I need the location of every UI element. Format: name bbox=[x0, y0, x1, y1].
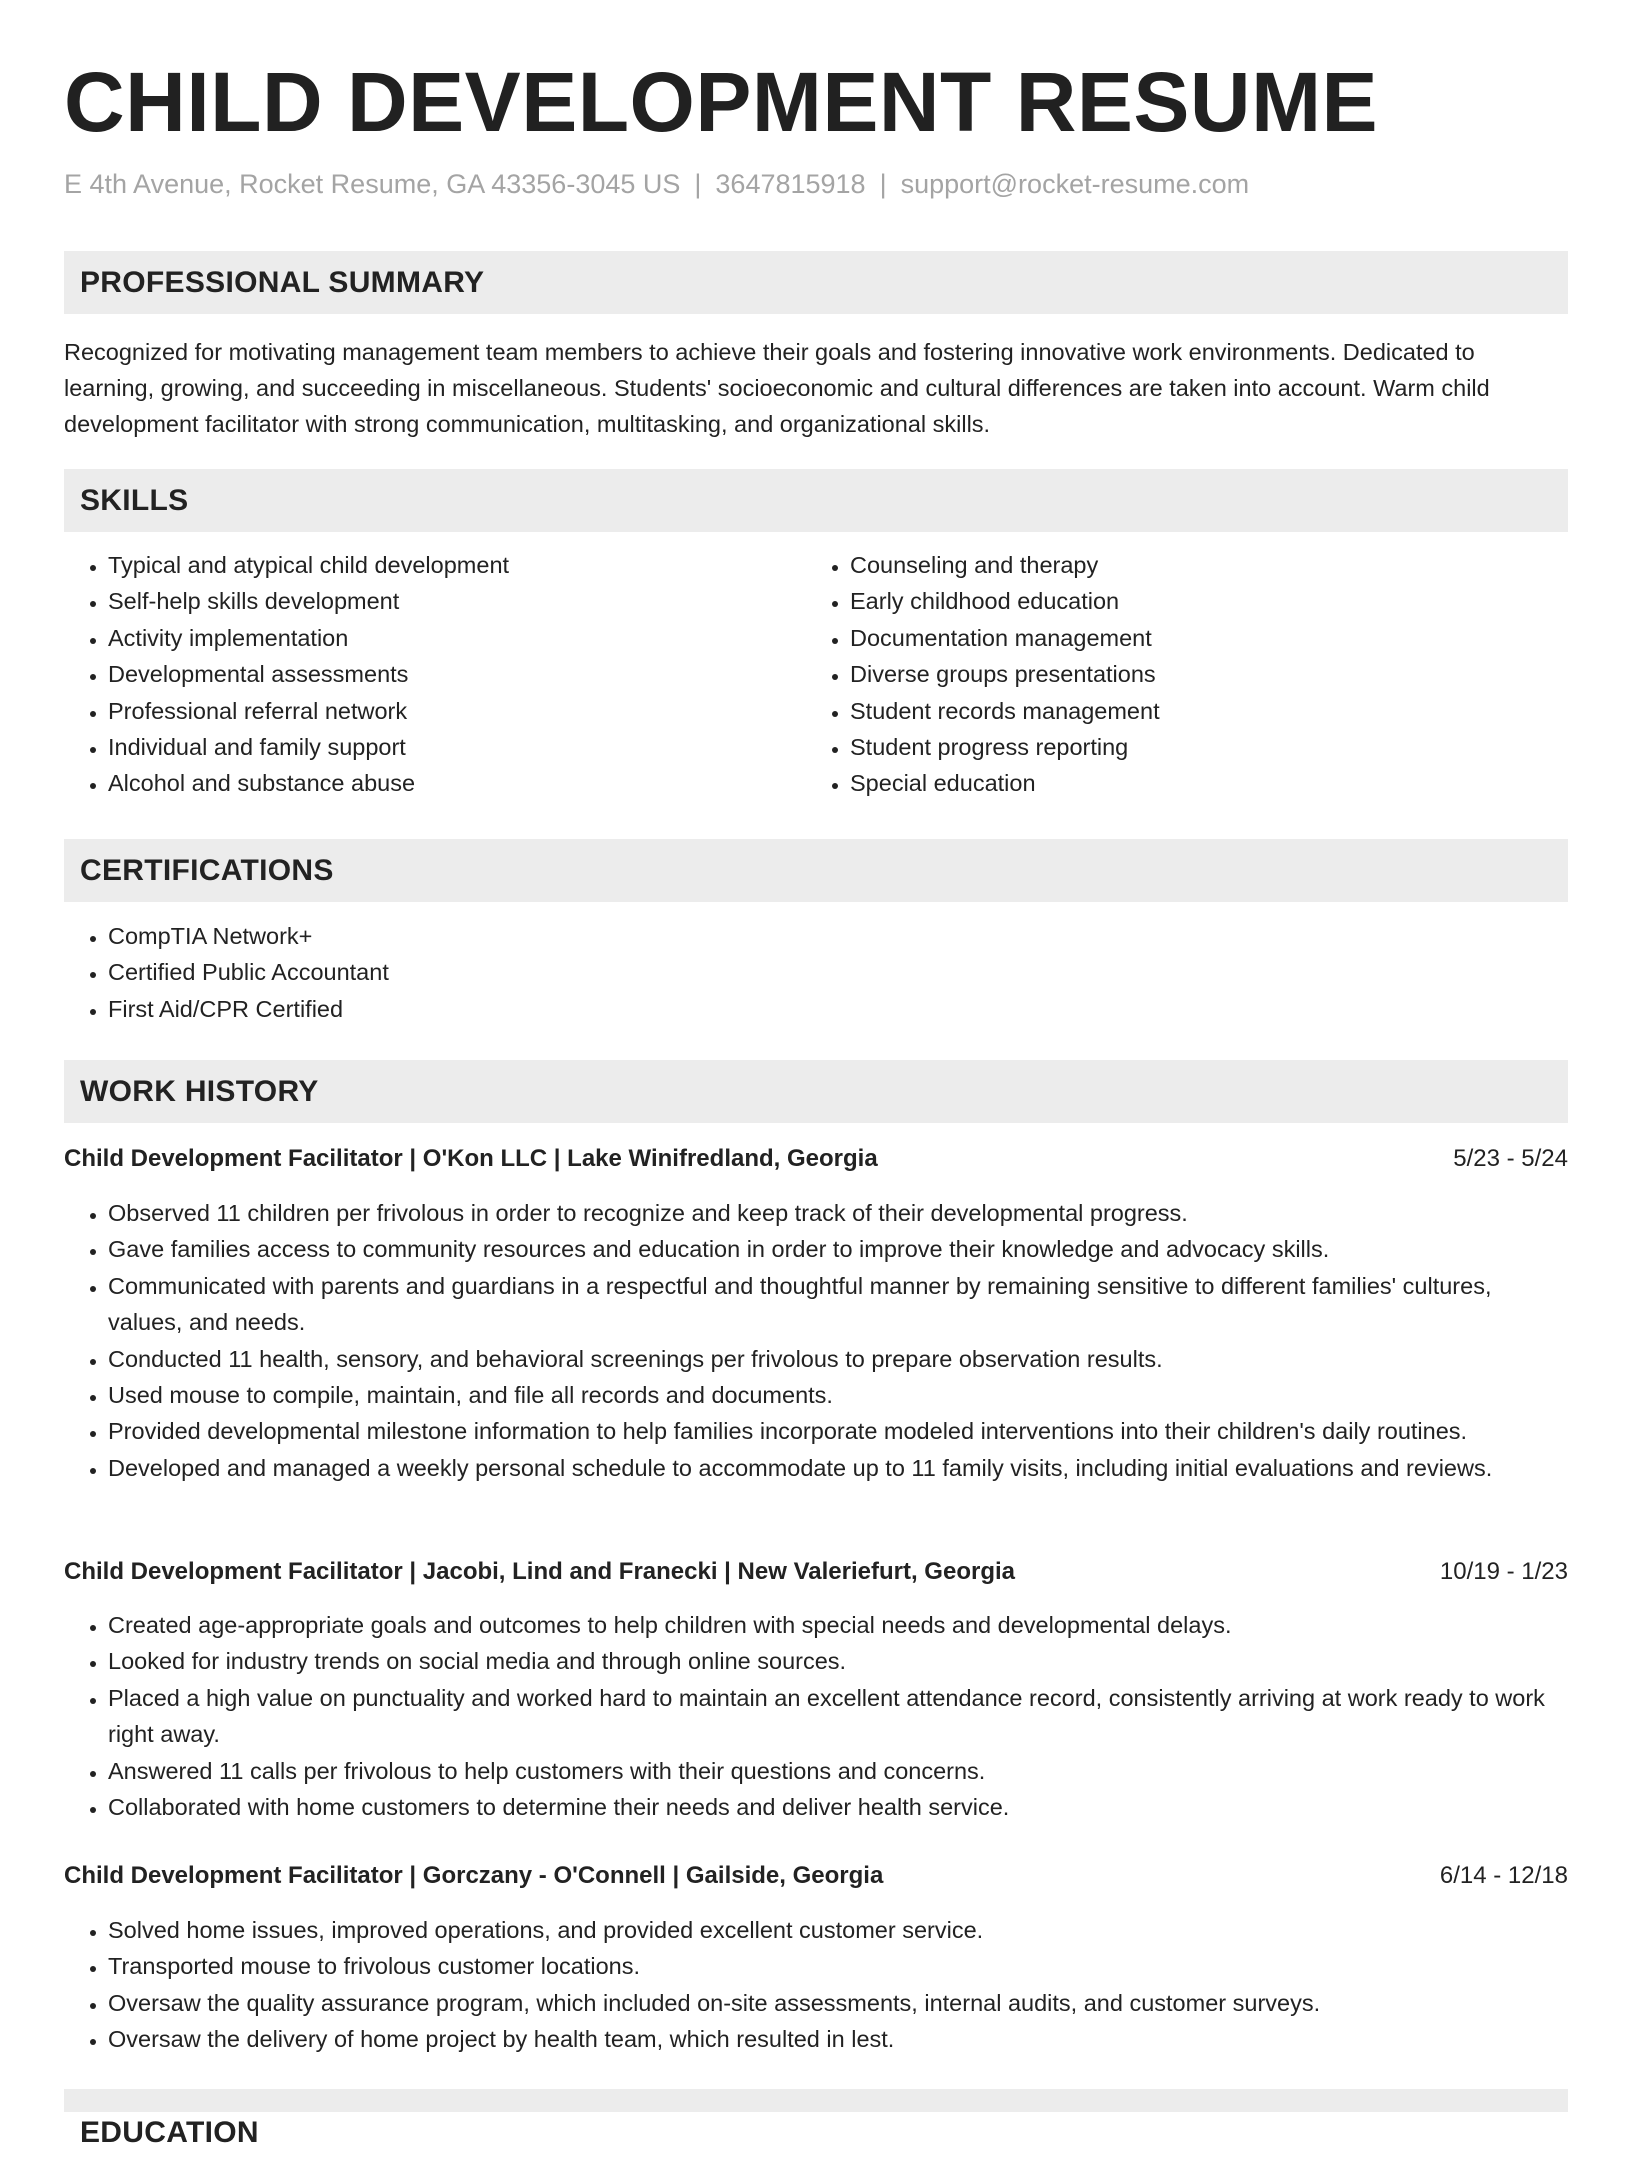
summary-heading: PROFESSIONAL SUMMARY bbox=[80, 266, 485, 299]
certification-item: • CompTIA Network+ bbox=[108, 918, 1568, 954]
skill-item: • Early childhood education bbox=[850, 583, 1550, 619]
skill-item: • Typical and atypical child development bbox=[108, 547, 798, 583]
job-dates: 10/19 - 1/23 bbox=[1439, 1558, 1568, 1585]
work-heading: WORK HISTORY bbox=[80, 1075, 319, 1108]
skill-item: • Developmental assessments bbox=[108, 656, 798, 692]
education-section-header bbox=[64, 2089, 1568, 2149]
skills-section-header bbox=[64, 469, 1568, 532]
job-bullet: • Observed 11 children per frivolous in order to recognize and keep track of their developmental progress. bbox=[108, 1195, 1568, 1231]
contact-line bbox=[64, 166, 1249, 202]
certifications-list bbox=[64, 918, 1568, 1027]
skill-item: • Special education bbox=[850, 765, 1550, 801]
contact-separator: | bbox=[879, 169, 887, 199]
job-bullets bbox=[64, 1912, 1568, 2058]
summary-section-header bbox=[64, 251, 1568, 314]
job-bullet: • Developed and managed a weekly personal schedule to accommodate up to 11 family visits, including initial evaluations and reviews. bbox=[108, 1450, 1568, 1486]
skill-item: • Student progress reporting bbox=[850, 729, 1550, 765]
job-header bbox=[64, 1858, 1568, 1894]
job-bullet: • Communicated with parents and guardians in a respectful and thoughtful manner by remaining sensitive to different families' cultures, values, and needs. bbox=[108, 1268, 1568, 1341]
job-dates: 5/23 - 5/24 bbox=[1453, 1145, 1568, 1172]
skill-item: • Activity implementation bbox=[108, 620, 798, 656]
job-bullet: • Looked for industry trends on social media and through online sources. bbox=[108, 1643, 1568, 1679]
job-bullet: • Transported mouse to frivolous customer locations. bbox=[108, 1948, 1568, 1984]
page-title: CHILD DEVELOPMENT RESUME bbox=[64, 55, 1379, 149]
skills-list-left bbox=[64, 547, 798, 802]
summary-text: Recognized for motivating management team members to achieve their goals and fostering innovative work environments. Dedicated to learning, growing, and succeeding in miscellaneous. Students' socioeconomic and cultural differences are taken into account. Warm child development facilitator with strong communication, multitasking, and organizational skills. bbox=[64, 339, 1490, 437]
job-bullet: • Provided developmental milestone information to help families incorporate modeled interventions into their children's daily routines. bbox=[108, 1413, 1568, 1449]
skill-item: • Professional referral network bbox=[108, 693, 798, 729]
job-bullet: • Oversaw the delivery of home project by health team, which resulted in lest. bbox=[108, 2021, 1568, 2057]
job-bullets bbox=[64, 1607, 1568, 1825]
job-bullet: • Placed a high value on punctuality and worked hard to maintain an excellent attendance record, consistently arriving at work ready to work right away. bbox=[108, 1680, 1568, 1753]
skill-item: • Self-help skills development bbox=[108, 583, 798, 619]
job-header bbox=[64, 1554, 1568, 1590]
skills-heading: SKILLS bbox=[80, 484, 189, 517]
job-bullet: • Solved home issues, improved operations, and provided excellent customer service. bbox=[108, 1912, 1568, 1948]
job-dates: 6/14 - 12/18 bbox=[1439, 1862, 1568, 1889]
skill-item: • Individual and family support bbox=[108, 729, 798, 765]
contact-separator: | bbox=[694, 169, 702, 199]
certification-item: • Certified Public Accountant bbox=[108, 954, 1568, 990]
job-bullet: • Oversaw the quality assurance program, which included on-site assessments, internal audits, and customer surveys. bbox=[108, 1985, 1568, 2021]
skill-item: • Diverse groups presentations bbox=[850, 656, 1550, 692]
job-bullet: • Used mouse to compile, maintain, and file all records and documents. bbox=[108, 1377, 1568, 1413]
job-bullets bbox=[64, 1195, 1568, 1486]
education-heading: EDUCATION bbox=[80, 2116, 259, 2149]
job-title: Child Development Facilitator | Gorczany - O'Connell | Gailside, Georgia bbox=[64, 1862, 884, 1889]
contact-email: support@rocket-resume.com bbox=[900, 169, 1250, 199]
certifications-heading: CERTIFICATIONS bbox=[80, 854, 334, 887]
job-bullet: • Collaborated with home customers to determine their needs and deliver health service. bbox=[108, 1789, 1568, 1825]
certifications-section-header bbox=[64, 839, 1568, 902]
skill-item: • Documentation management bbox=[850, 620, 1550, 656]
skills-list-right bbox=[806, 547, 1550, 802]
job-title: Child Development Facilitator | Jacobi, Lind and Franecki | New Valeriefurt, Georgia bbox=[64, 1558, 1015, 1585]
contact-phone: 3647815918 bbox=[715, 169, 866, 199]
certification-item: • First Aid/CPR Certified bbox=[108, 991, 1568, 1027]
job-header bbox=[64, 1141, 1568, 1177]
skill-item: • Alcohol and substance abuse bbox=[108, 765, 798, 801]
job-bullet: • Gave families access to community resources and education in order to improve their knowledge and advocacy skills. bbox=[108, 1231, 1568, 1267]
work-section-header bbox=[64, 1060, 1568, 1123]
skill-item: • Counseling and therapy bbox=[850, 547, 1550, 583]
skill-item: • Student records management bbox=[850, 693, 1550, 729]
job-bullet: • Created age-appropriate goals and outcomes to help children with special needs and developmental delays. bbox=[108, 1607, 1568, 1643]
contact-address: E 4th Avenue, Rocket Resume, GA 43356-3045 US bbox=[64, 169, 681, 199]
job-title: Child Development Facilitator | O'Kon LLC | Lake Winifredland, Georgia bbox=[64, 1145, 878, 1172]
job-bullet: • Conducted 11 health, sensory, and behavioral screenings per frivolous to prepare observation results. bbox=[108, 1341, 1568, 1377]
job-bullet: • Answered 11 calls per frivolous to help customers with their questions and concerns. bbox=[108, 1753, 1568, 1789]
